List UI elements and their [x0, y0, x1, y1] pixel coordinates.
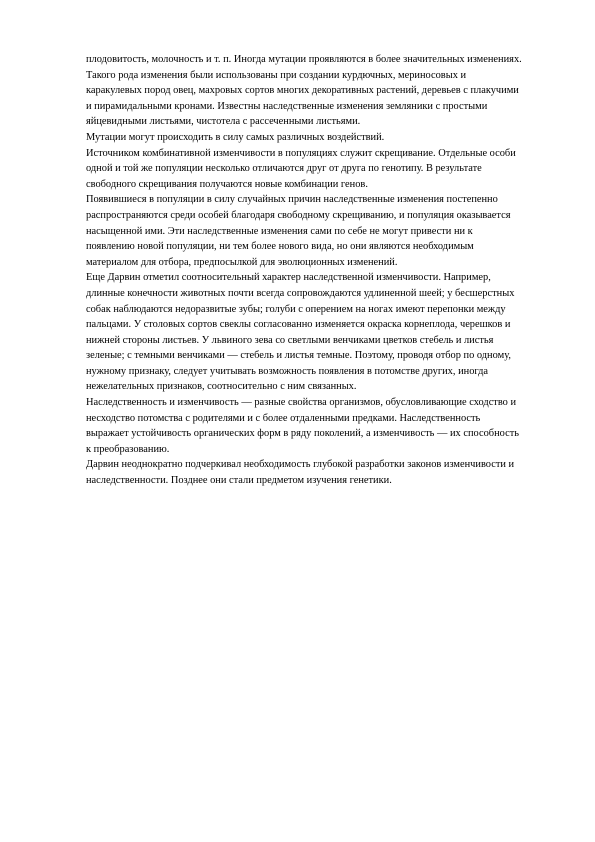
paragraph-mutations: плодовитость, молочность и т. п. Иногда мутации проявляются в более значительных изменениях. Такого рода изменения были использованы при создании курдючных, мериносовых и каракулевых пород овец, махровых сортов многих декоративных растений, деревьев с плакучими и пирамидальными кронами. Известны наследственные изменения земляники с простыми яйцевидными листьями, чистотела с рассеченными листьями.: [86, 54, 522, 128]
document-body: [86, 52, 524, 489]
paragraph-mutation-causes: Мутации могут происходить в силу самых различных воздействий.: [86, 131, 385, 143]
paragraph-correlative-variability: Еще Дарвин отметил соотносительный характер наследственной изменчивости. Например, длинные конечности животных почти всегда сопровождаются удлиненной шеей; у бесшерстных собак наблюдаются недоразвитые зубы; голуби с оперением на ногах имеют перепонки между пальцами. У столовых сортов свеклы согласованно изменяется окраска корнеплода, черешков и нижней стороны листьев. У львиного зева со светлыми венчиками цветков стебель и листья зеленые; с темными венчиками — стебель и листья темные. Поэтому, проводя отбор по одному, нужному признаку, следует учитывать возможность появления в потомстве других, иногда нежелательных признаков, соотносительно с ним связанных.: [86, 272, 515, 393]
paragraph-darwin-genetics: Дарвин неоднократно подчеркивал необходимость глубокой разработки законов изменчивости и наследственности. Позднее они стали предметом изучения генетики.: [86, 459, 515, 487]
paragraph-combinative-variability: Источником комбинативной изменчивости в популяциях служит скрещивание. Отдельные особи одной и той же популяции несколько отличаются друг от друга по генотипу. В результате свободного скрещивания получаются новые комбинации генов.: [86, 147, 516, 190]
paragraph-population-spread: Появившиеся в популяции в силу случайных причин наследственные изменения постепенно распространяются среди особей благодаря свободному скрещиванию, и популяция оказывается насыщенной ими. Эти наследственные изменения сами по себе не могут привести ни к появлению новой популяции, ни тем более нового вида, но они являются необходимым материалом для отбора, предпосылкой для эволюционных изменений.: [86, 194, 511, 268]
paragraph-heredity-and-variability: Наследственность и изменчивость — разные свойства организмов, обусловливающие сходство и несходство потомства с родителями и с более отдаленными предками. Наследственность выражает устойчивость органических форм в ряду поколений, а изменчивость — их способность к преобразованию.: [86, 397, 519, 455]
